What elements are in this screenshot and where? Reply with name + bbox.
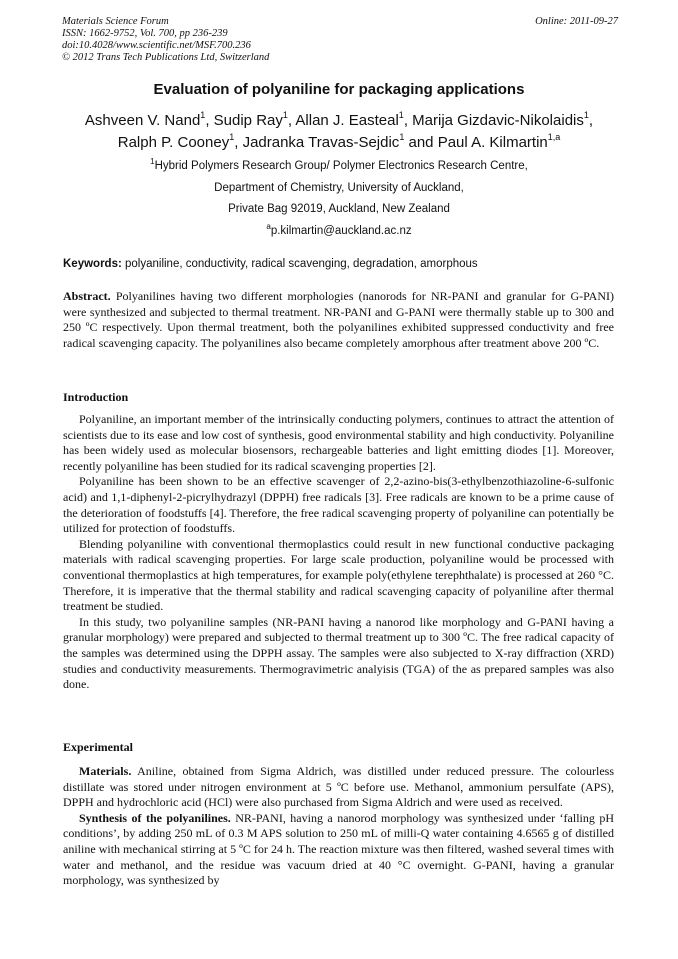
experimental-body <box>63 764 614 889</box>
keywords-line <box>63 258 478 270</box>
author-name: Sudip Ray <box>213 112 283 129</box>
synthesis-text: NR-PANI, having a nanorod morphology was synthesized under ‘falling pH conditions’, by adding 250 mL of 0.3 M APS solution to 250 mL of milli-Q water containing 4.6565 g of distilled aniline with mechanical stirring at 5 ºC for 24 h. The reaction mixture was then filtered, washed several times with water and methanol, and the residue was vacuum dried at 40 °C overnight. G-PANI, having a granular morphology, was synthesized by <box>63 810 615 888</box>
affiliation-line-2: Department of Chemistry, University of Auckland, <box>214 181 464 194</box>
email-sup: a <box>266 221 271 231</box>
author-affil-sup: 1 <box>282 110 288 120</box>
intro-paragraph-1: Polyaniline, an important member of the intrinsically conducting polymers, continues to attract the attention of scientists due to its ease and low cost of synthesis, good environmental stability and high conductivity. Polyaniline has been widely used as molecular biosensors, rechargeable batteries and light emitting diodes [1]. Moreover, recently polyaniline has been studied for its radical scavenging properties [2]. <box>63 412 614 473</box>
author-affil-sup: 1 <box>200 110 206 120</box>
affiliation-line-1 <box>50 156 628 178</box>
author-list: Ashveen V. Nand$^1$, Sudip Ray$^1$, Allan J. Easteal$^1$, Marija Gizdavic-Nikolaidis$^1$, Ralph P. Cooney$^1$, Jadranka Travas-Sejdic$^1$ and Paul A. Kilmartin$^{1,a}$ <box>84 110 594 151</box>
author-name: Marija Gizdavic-Nikolaidis <box>412 112 584 129</box>
author-affil-sup: 1 <box>229 132 235 142</box>
affiliation-block <box>50 156 628 242</box>
online-date: Online: 2011-09-27 <box>535 16 618 27</box>
affiliation-sup: 1 <box>150 157 155 166</box>
author-affil-sup: 1 <box>398 110 404 120</box>
affiliation-line-1-text: Hybrid Polymers Research Group/ Polymer Electronics Research Centre, <box>154 160 528 172</box>
experimental-heading: Experimental <box>63 740 133 754</box>
doi-line: doi:10.4028/www.scientific.net/MSF.700.236 <box>62 40 251 51</box>
author-affil-sup: 1,a <box>547 132 561 142</box>
intro-paragraph-3: Blending polyaniline with conventional thermoplastics could result in new functional conductive packaging materials with radical scavenging properties. For large scale production, polyaniline would be processed with conventional thermoplastics at high temperatures, for example poly(ethylene terephthalate) is processed at 260 °C. Therefore, it is imperative that the thermal stability and radical scavenging capacity of polyaniline after thermal treatment be studied. <box>63 536 614 614</box>
keywords-label: Keywords: <box>63 258 122 270</box>
email-line <box>50 221 628 243</box>
author-affil-sup: 1 <box>399 132 405 142</box>
abstract-label: Abstract. <box>63 289 111 303</box>
abstract-text: Polyanilines having two different morphologies (nanorods for NR-PANI and granular for G-PANI) were synthesized and subjected to thermal treatment. NR-PANI and G-PANI were thermally stable up to 300 and 250 ºC respectively. Upon thermal treatment, both the polyanilines exhibited suppressed conductivity and free radical scavenging capacity. The polyanilines also became completely amorphous after treatment above 200 ºC. <box>63 289 614 350</box>
author-name: Paul A. Kilmartin <box>437 134 548 151</box>
introduction-heading: Introduction <box>63 390 129 404</box>
paper-title: Evaluation of polyaniline for packaging applications <box>153 81 525 98</box>
materials-label: Materials. <box>79 764 132 778</box>
journal-header <box>62 16 618 64</box>
author-name: Jadranka Travas-Sejdic <box>242 134 400 151</box>
affiliation-line-3: Private Bag 92019, Auckland, New Zealand <box>228 203 450 215</box>
journal-name: Materials Science Forum <box>62 16 169 27</box>
keywords-text: polyaniline, conductivity, radical scavenging, degradation, amorphous <box>125 258 478 270</box>
copyright-line: © 2012 Trans Tech Publications Ltd, Switzerland <box>62 52 270 63</box>
author-affil-sup: 1 <box>583 110 589 120</box>
abstract-block <box>63 289 614 351</box>
author-name: Allan J. Easteal <box>295 112 399 129</box>
author-name: Ashveen V. Nand <box>84 112 201 129</box>
synthesis-label: Synthesis of the polyanilines. <box>79 810 231 825</box>
materials-text: Aniline, obtained from Sigma Aldrich, was distilled under reduced pressure. The colourless distillate was stored under nitrogen environment at 5 ºC before use. Methanol, ammonium persulfate (APS), DPPH and hydrochloric acid (HCl) were also purchased from Sigma Aldrich and were used as received. <box>63 764 615 810</box>
author-name: Ralph P. Cooney <box>117 134 230 151</box>
synthesis-paragraph <box>63 811 614 889</box>
intro-paragraph-4: In this study, two polyaniline samples (NR-PANI having a nanorod like morphology and G-PANI having a granular morphology) were prepared and subjected to thermal treatment up to 300 ºC. The free radical capacity of the samples was determined using the DPPH assay. The samples were also subjected to X-ray diffraction (XRD) studies and conductivity measurements. Thermogravimetric analyisis (TGA) of the as prepared samples was also done. <box>63 614 614 692</box>
materials-paragraph <box>63 764 614 811</box>
author-conjunction: and <box>408 134 434 151</box>
email-address: p.kilmartin@auckland.ac.nz <box>270 224 412 237</box>
intro-paragraph-2: Polyaniline has been shown to be an effective scavenger of 2,2-azino-bis(3-ethylbenzothiazoline-6-sulfonic acid) and 1,1-diphenyl-2-picrylhydrazyl (DPPH) free radicals [3]. Free radicals are known to be a prime cause of the deterioration of foodstuffs [4]. Therefore, the free radical scavenging property of polyaniline can potentially be utilized for protection of foodstuffs. <box>63 474 614 536</box>
issn-line: ISSN: 1662-9752, Vol. 700, pp 236-239 <box>62 28 228 39</box>
introduction-body <box>63 412 614 693</box>
